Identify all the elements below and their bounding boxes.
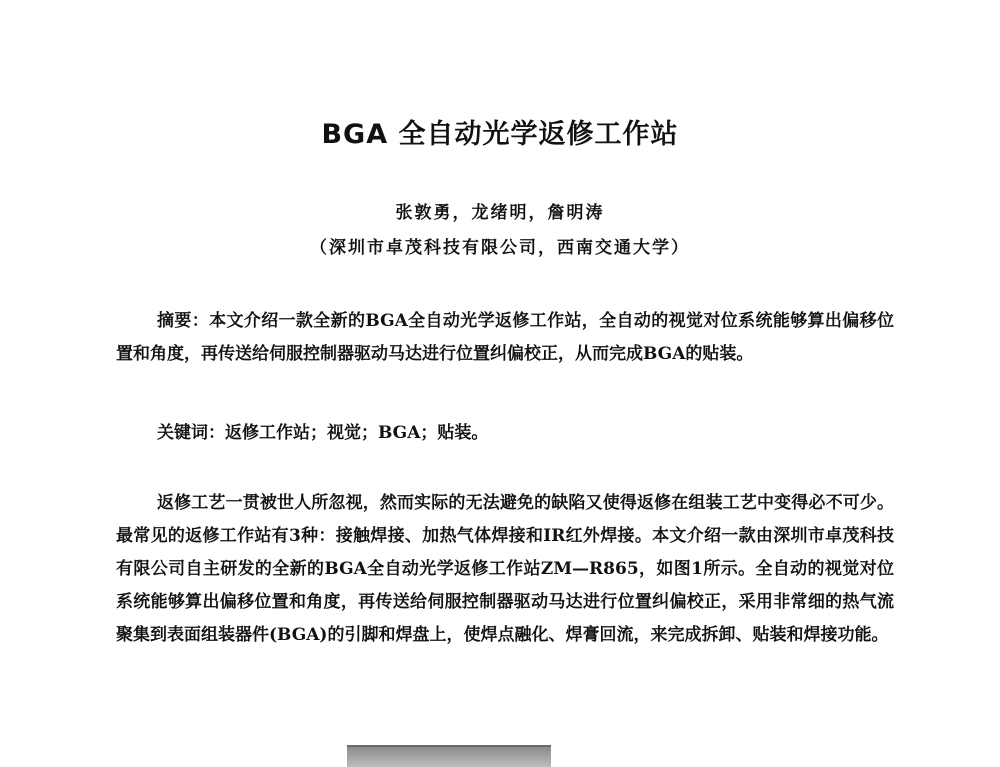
paper-authors: 张敦勇，龙绪明，詹明涛 [395, 203, 605, 223]
paper-title: BGA 全自动光学返修工作站 [321, 119, 679, 150]
figure-1-image-edge [347, 745, 551, 767]
keywords-text: 返修工作站；视觉；BGA；贴装。 [225, 423, 489, 443]
keywords-label: 关键词： [157, 423, 225, 443]
abstract-text: 本文介绍一款全新的BGA全自动光学返修工作站，全自动的视觉对位系统能够算出偏移位置和角度，再传送给伺服控制器驱动马达进行位置纠偏校正，从而完成BGA的贴装。 [116, 311, 895, 364]
abstract-paragraph [116, 305, 894, 371]
paper-affiliation: （深圳市卓茂科技有限公司，西南交通大学） [310, 238, 690, 258]
keywords-paragraph [116, 417, 894, 450]
abstract-label: 摘要： [157, 311, 210, 331]
intro-paragraph: 返修工艺一贯被世人所忽视，然而实际的无法避免的缺陷又使得返修在组装工艺中变得必不可少。最常见的返修工作站有3种：接触焊接、加热气体焊接和IR红外焊接。本文介绍一款由深圳市卓茂科技有限公司自主研发的全新的BGA全自动光学返修工作站ZM—R865，如图1所示。全自动的视觉对位系统能够算出偏移位置和角度，再传送给伺服控制器驱动马达进行位置纠偏校正，采用非常细的热气流聚集到表面组装器件(BGA)的引脚和焊盘上，使焊点融化、焊膏回流，来完成拆卸、贴装和焊接功能。 [116, 493, 894, 645]
